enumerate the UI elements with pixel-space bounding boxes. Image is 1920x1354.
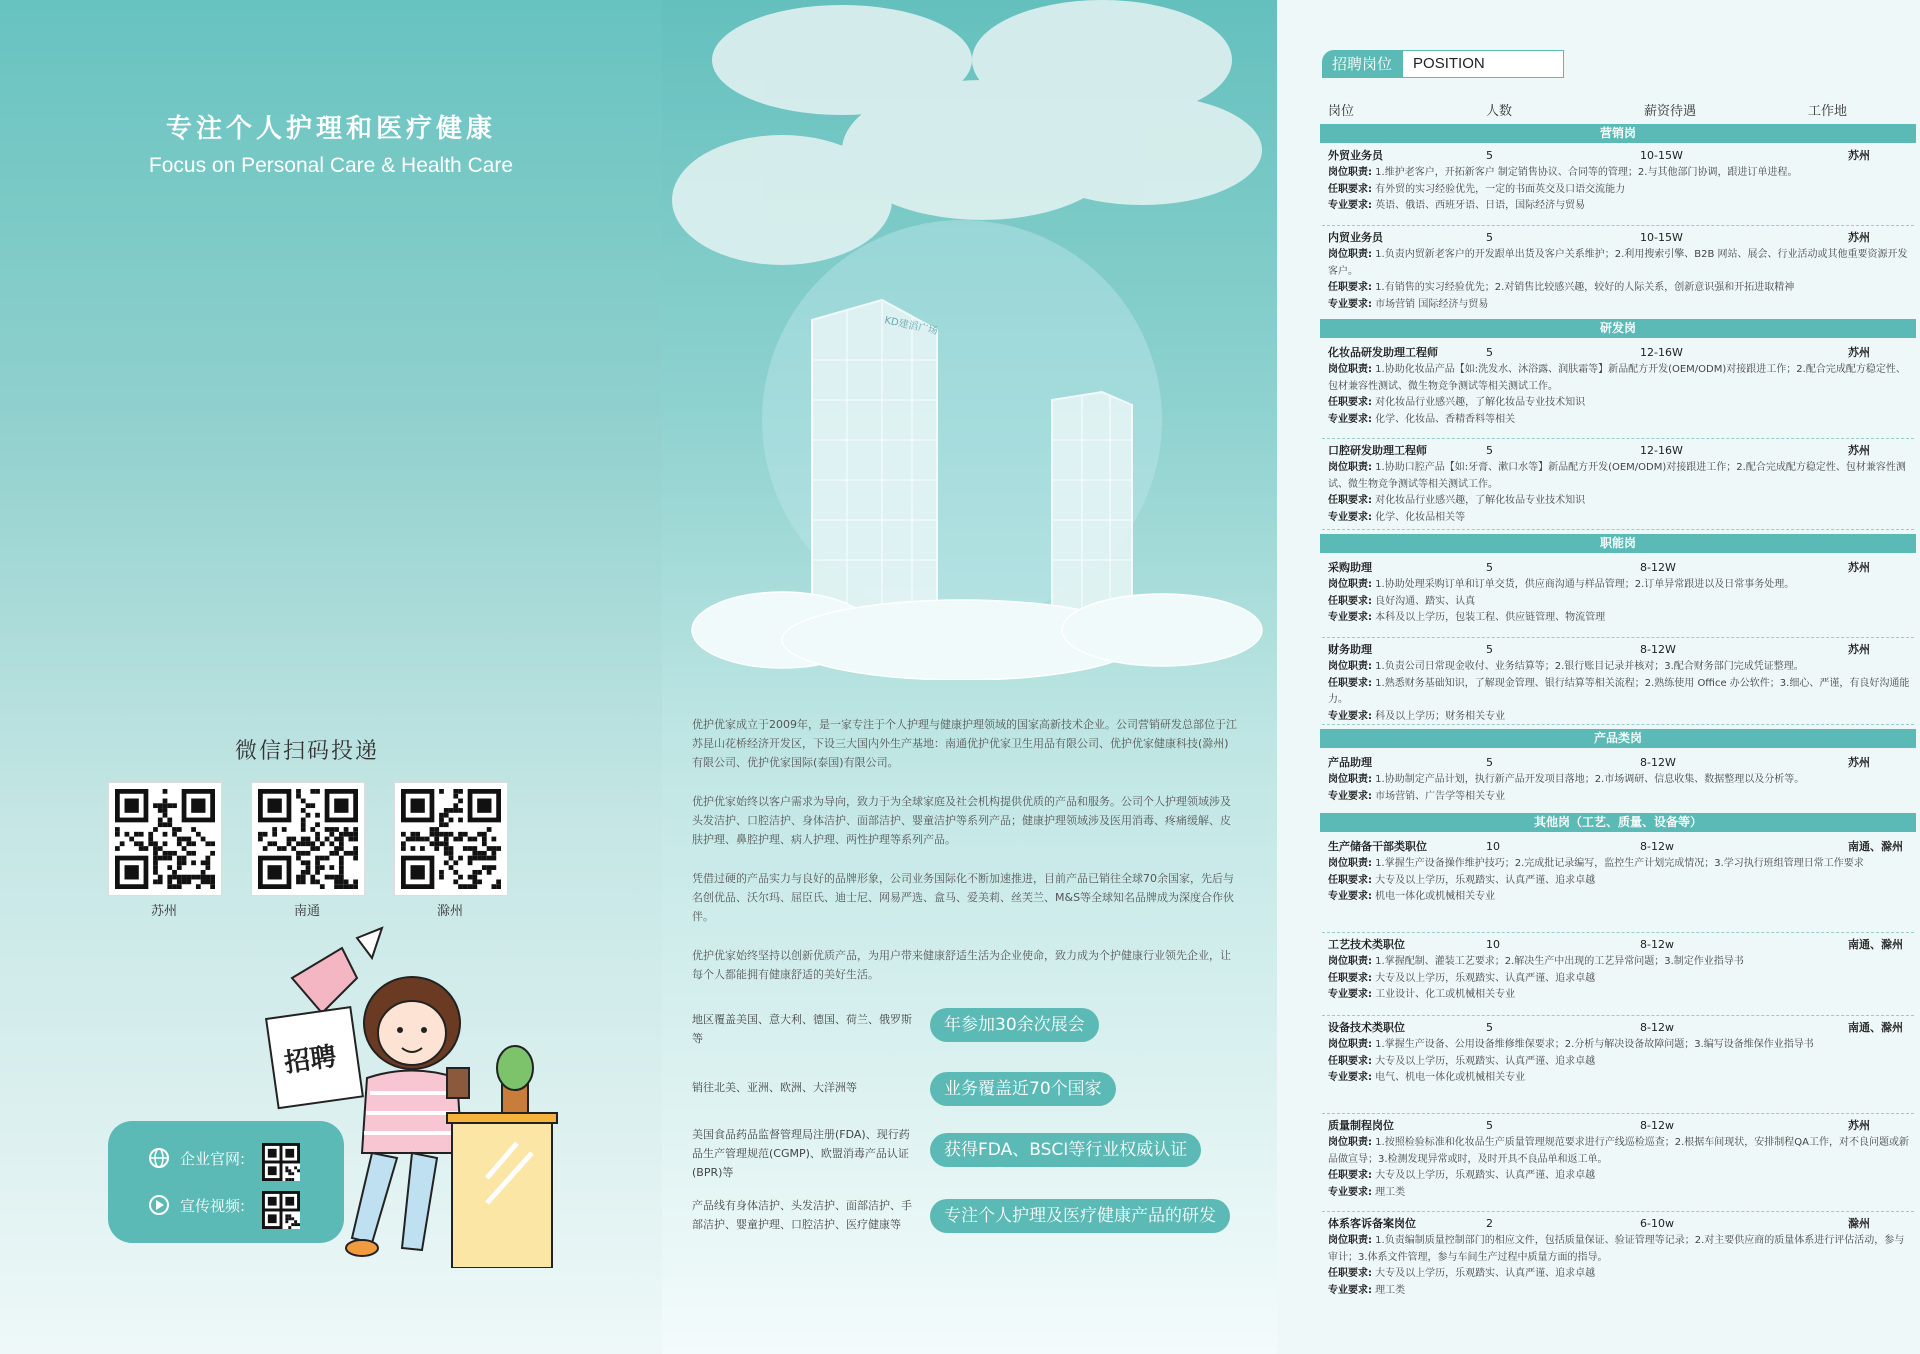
- job-salary: 6-10w: [1640, 1217, 1674, 1230]
- job-detail-text: 1.按照检验标准和化妆品生产质量管理规范要求进行产线巡检巡查；2.根据车间现状，安排制程QA工作，对不良问题或新品做宣导；3.检测发现异常或时，及时开具不良品单和返工单。: [1328, 1137, 1909, 1165]
- website-label: 企业官网:: [180, 1149, 246, 1168]
- job-detail-label: 专业要求:: [1328, 989, 1372, 1000]
- job-entry: [1328, 1020, 1914, 1087]
- job-detail-text: 电气、机电一体化或机械相关专业: [1372, 1072, 1526, 1083]
- job-detail-label: 任职要求:: [1328, 495, 1372, 506]
- links-card: [108, 1121, 344, 1243]
- job-count: 5: [1486, 643, 1493, 656]
- job-detail-text: 大专及以上学历，乐观踏实、认真严谨、追求卓越: [1372, 1055, 1596, 1067]
- job-detail-text: 有外贸的实习经验优先，一定的书面英交及口语交流能力: [1372, 183, 1626, 195]
- job-title: 采购助理: [1328, 561, 1372, 574]
- job-title: 设备技术类职位: [1328, 1021, 1405, 1034]
- category-header: 产品类岗: [1320, 729, 1916, 748]
- job-detail-line: [1328, 395, 1914, 412]
- feature-text-1: 地区覆盖美国、意大利、德国、荷兰、俄罗斯等: [692, 1013, 912, 1045]
- job-detail-line: [1328, 971, 1914, 988]
- job-detail-label: 专业要求:: [1328, 298, 1372, 310]
- job-location: 苏州: [1848, 444, 1870, 457]
- job-detail-label: 岗位职责:: [1328, 661, 1372, 672]
- job-location: 苏州: [1848, 149, 1870, 162]
- website-row: [148, 1147, 245, 1169]
- job-title: 工艺技术类职位: [1328, 938, 1405, 951]
- job-detail-label: 任职要求:: [1328, 1268, 1372, 1279]
- job-location: 苏州: [1848, 561, 1870, 574]
- job-detail-line: [1328, 493, 1914, 510]
- job-detail-line: [1328, 954, 1914, 971]
- job-detail-label: 专业要求:: [1328, 200, 1372, 211]
- job-detail-label: 专业要求:: [1328, 1072, 1372, 1083]
- job-detail-label: 专业要求:: [1328, 511, 1372, 523]
- feature-text-2: 销往北美、亚洲、欧洲、大洋洲等: [692, 1081, 857, 1094]
- job-divider: [1322, 225, 1914, 226]
- job-detail-line: [1328, 182, 1914, 199]
- category-header: 研发岗: [1320, 319, 1916, 338]
- position-tab-cn: 招聘岗位: [1322, 50, 1402, 78]
- qr-code-chuzhou[interactable]: [394, 782, 508, 896]
- job-count: 5: [1486, 231, 1493, 244]
- job-location: 苏州: [1848, 346, 1870, 359]
- job-count: 2: [1486, 1217, 1493, 1230]
- job-detail-line: [1328, 789, 1914, 806]
- qr-label-nantong: 南通: [293, 904, 320, 919]
- job-summary-row: [1328, 937, 1914, 954]
- job-detail-label: 岗位职责:: [1328, 1137, 1372, 1148]
- job-location: 滁州: [1848, 1217, 1870, 1230]
- job-detail-line: [1328, 280, 1914, 297]
- job-entry: [1328, 1216, 1914, 1299]
- job-detail-line: [1328, 297, 1914, 314]
- position-tab: [1322, 50, 1564, 78]
- job-detail-line: [1328, 247, 1914, 280]
- job-title: 质量制程岗位: [1328, 1119, 1394, 1132]
- feature-pill-3: 获得FDA、BSCI等行业权威认证: [930, 1133, 1201, 1167]
- job-detail-label: 任职要求:: [1328, 1055, 1372, 1067]
- job-detail-line: [1328, 1233, 1914, 1266]
- job-detail-text: 良好沟通、踏实、认真: [1372, 595, 1476, 607]
- job-detail-label: 岗位职责:: [1328, 774, 1372, 785]
- job-detail-text: 1.协助处理采购订单和订单交货，供应商沟通与样品管理；2.订单异常跟进以及日常事务处理。: [1372, 579, 1795, 590]
- job-title: 内贸业务员: [1328, 231, 1383, 244]
- job-divider: [1322, 932, 1914, 933]
- job-detail-line: [1328, 510, 1914, 527]
- job-entry: [1328, 755, 1914, 805]
- job-divider: [1322, 1113, 1914, 1114]
- intro-paragraph-1: 优护优家成立于2009年，是一家专注于个人护理与健康护理领域的国家高新技术企业。公司营销研发总部位于江苏昆山花桥经济开发区，下设三大国内外生产基地：南通优护优家卫生用品有限公司、优护优家健康科技(滁州)有限公司、优护优家国际(泰国)有限公司。: [692, 718, 1237, 769]
- job-detail-text: 大专及以上学历，乐观踏实、认真严谨、追求卓越: [1372, 874, 1596, 886]
- job-summary-row: [1328, 230, 1914, 247]
- job-detail-label: 岗位职责:: [1328, 1235, 1372, 1246]
- job-detail-line: [1328, 889, 1914, 906]
- job-detail-line: [1328, 676, 1914, 709]
- scan-title: 微信扫码投递: [234, 739, 379, 764]
- job-salary: 8-12w: [1640, 1021, 1674, 1034]
- job-salary: 8-12W: [1640, 561, 1676, 574]
- qr-code-icon: [401, 789, 501, 889]
- job-summary-row: [1328, 560, 1914, 577]
- qr-code-icon: [258, 789, 358, 889]
- position-tab-en: POSITION: [1402, 50, 1564, 78]
- job-title: 生产储备干部类职位: [1328, 840, 1427, 853]
- job-detail-line: [1328, 362, 1914, 395]
- job-detail-text: 工业设计、化工或机械相关专业: [1372, 989, 1516, 1000]
- right-panel: [1277, 0, 1920, 1354]
- job-count: 10: [1486, 840, 1500, 853]
- video-label: 宣传视频:: [180, 1196, 246, 1215]
- job-summary-row: [1328, 642, 1914, 659]
- website-qr-code[interactable]: [262, 1143, 300, 1181]
- job-detail-label: 岗位职责:: [1328, 364, 1372, 375]
- job-detail-line: [1328, 594, 1914, 611]
- job-detail-label: 专业要求:: [1328, 612, 1372, 623]
- job-detail-line: [1328, 610, 1914, 627]
- job-detail-text: 化学、化妆品相关等: [1372, 511, 1466, 523]
- video-qr-code[interactable]: [262, 1191, 300, 1229]
- job-salary: 8-12w: [1640, 1119, 1674, 1132]
- job-title: 产品助理: [1328, 756, 1372, 769]
- intro-paragraph-2: 优护优家始终以客户需求为导向，致力于为全球家庭及社会机构提供优质的产品和服务。公司个人护理领域涉及头发洁护、口腔洁护、身体洁护、面部洁护、婴童洁护等系列产品；健康护理领域涉及医用消毒、疼痛缓解、皮肤护理、鼻腔护理、病人护理、两性护理等系列产品。: [692, 795, 1231, 846]
- job-detail-text: 对化妆品行业感兴趣，了解化妆品专业技术知识: [1372, 397, 1586, 408]
- job-detail-line: [1328, 659, 1914, 676]
- job-summary-row: [1328, 755, 1914, 772]
- intro-paragraph-3: 凭借过硬的产品实力与良好的品牌形象，公司业务国际化不断加速推进，目前产品已销往全球70余国家，先后与名创优品、沃尔玛、屈臣氏、迪士尼、网易严选、盒马、爱美莉、丝芙兰、M&S等全球知名品牌成为深度合作伙伴。: [692, 872, 1235, 923]
- job-detail-label: 岗位职责:: [1328, 462, 1372, 473]
- qr-label-suzhou: 苏州: [150, 904, 177, 919]
- job-detail-label: 岗位职责:: [1328, 579, 1372, 590]
- job-detail-text: 1.掌握生产设备操作维护技巧；2.完成批记录编写，监控生产计划完成情况；3.学习执行班组管理日常工作要求: [1372, 858, 1864, 869]
- job-detail-line: [1328, 1070, 1914, 1087]
- left-panel: [0, 0, 662, 1354]
- job-detail-line: [1328, 1135, 1914, 1168]
- job-detail-text: 1.协助口腔产品【如:牙膏、漱口水等】新品配方开发(OEM/ODM)对接跟进工作；2.配合完成配方稳定性、包材兼容性测试、微生物竞争测试等相关测试工作。: [1328, 462, 1906, 490]
- job-detail-label: 任职要求:: [1328, 1170, 1372, 1181]
- job-location: 南通、滁州: [1848, 938, 1903, 951]
- job-detail-label: 专业要求:: [1328, 1284, 1372, 1296]
- job-detail-label: 专业要求:: [1328, 891, 1372, 902]
- job-summary-row: [1328, 1216, 1914, 1233]
- col-header-position: 岗位: [1328, 104, 1355, 119]
- job-title: 口腔研发助理工程师: [1328, 444, 1427, 457]
- job-detail-label: 任职要求:: [1328, 282, 1372, 293]
- feature-text-3: 美国食品药品监督管理局注册(FDA)、现行药品生产管理规范(CGMP)、欧盟消毒产品认证(BPR)等: [692, 1128, 910, 1179]
- job-count: 5: [1486, 444, 1493, 457]
- job-title: 财务助理: [1328, 643, 1372, 656]
- job-detail-text: 1.协助化妆品产品【如:洗发水、沐浴露、润肤霜等】新品配方开发(OEM/ODM)对接跟进工作；2.配合完成配方稳定性、包材兼容性测试、微生物竞争测试等相关测试工作。: [1328, 364, 1906, 392]
- job-detail-line: [1328, 198, 1914, 215]
- job-count: 5: [1486, 1119, 1493, 1132]
- job-detail-line: [1328, 1283, 1914, 1300]
- job-salary: 8-12W: [1640, 756, 1676, 769]
- job-detail-line: [1328, 856, 1914, 873]
- job-count: 10: [1486, 938, 1500, 951]
- job-detail-label: 任职要求:: [1328, 677, 1372, 689]
- job-detail-text: 市场营销、广告学等相关专业: [1372, 790, 1506, 802]
- job-detail-text: 本科及以上学历，包装工程、供应链管理、物流管理: [1372, 612, 1606, 623]
- qr-code-suzhou[interactable]: [108, 782, 222, 896]
- job-detail-text: 1.掌握生产设备、公用设备维修维保要求；2.分析与解决设备故障问题；3.编写设备维保作业指导书: [1372, 1039, 1814, 1050]
- job-location: 苏州: [1848, 643, 1870, 656]
- job-detail-text: 1.负责内贸新老客户的开发跟单出货及客户关系维护；2.利用搜索引擎、B2B 网站、展会、行业活动或其他重要资源开发客户。: [1328, 249, 1908, 277]
- job-detail-label: 岗位职责:: [1328, 1039, 1372, 1050]
- job-detail-line: [1328, 873, 1914, 890]
- job-detail-line: [1328, 165, 1914, 182]
- qr-code-icon: [115, 789, 215, 889]
- qr-code-nantong[interactable]: [251, 782, 365, 896]
- job-detail-text: 1.掌握配制、灌装工艺要求；2.解决生产中出现的工艺异常问题；3.制定作业指导书: [1372, 956, 1744, 967]
- feature-text-4: 产品线有身体洁护、头发洁护、面部洁护、手部洁护、婴童护理、口腔洁护、医疗健康等: [692, 1199, 912, 1231]
- category-header: 职能岗: [1320, 534, 1916, 553]
- job-salary: 8-12W: [1640, 643, 1676, 656]
- job-entry: [1328, 937, 1914, 1004]
- job-detail-text: 1.熟悉财务基础知识，了解现金管理、银行结算等相关流程；2.熟练使用 Office 办公软件；3.细心、严谨，有良好沟通能力。: [1328, 677, 1910, 705]
- job-entry: [1328, 560, 1914, 627]
- job-salary: 12-16W: [1640, 346, 1683, 359]
- job-detail-label: 任职要求:: [1328, 183, 1372, 195]
- job-title: 外贸业务员: [1328, 149, 1383, 162]
- job-detail-label: 专业要求:: [1328, 1186, 1372, 1198]
- job-detail-label: 专业要求:: [1328, 710, 1372, 722]
- poster-sign-text: 招聘: [282, 1041, 339, 1079]
- job-divider: [1322, 1015, 1914, 1016]
- job-detail-text: 1.负责编制质量控制部门的相应文件，包括质量保证、验证管理等记录；2.对主要供应商的质量体系进行评估活动，参与审计；3.体系文件管理，参与车间生产过程中质量方面的指导。: [1328, 1235, 1905, 1263]
- job-detail-text: 1.协助制定产品计划，执行新产品开发项目落地；2.市场调研、信息收集、数据整理以及分析等。: [1372, 774, 1805, 785]
- job-detail-text: 科及以上学历；财务相关专业: [1372, 710, 1506, 722]
- job-count: 5: [1486, 756, 1493, 769]
- job-entry: [1328, 839, 1914, 906]
- job-detail-line: [1328, 1185, 1914, 1202]
- building-illustration: [662, 0, 1277, 680]
- slogan-en: Focus on Personal Care & Health Care: [148, 154, 514, 177]
- job-location: 南通、滁州: [1848, 1021, 1903, 1034]
- job-count: 5: [1486, 346, 1493, 359]
- job-location: 苏州: [1848, 756, 1870, 769]
- job-detail-text: 1.负责公司日常现金收付、业务结算等；2.银行账目记录并核对；3.配合财务部门完成凭证整理。: [1372, 661, 1804, 672]
- job-detail-label: 岗位职责:: [1328, 249, 1372, 260]
- job-entry: [1328, 230, 1914, 313]
- job-detail-text: 理工类: [1372, 1284, 1406, 1296]
- job-detail-text: 英语、俄语、西班牙语、日语，国际经济与贸易: [1372, 200, 1586, 211]
- qr-code-icon: [262, 1143, 300, 1181]
- job-detail-label: 任职要求:: [1328, 874, 1372, 886]
- job-detail-text: 机电一体化或机械相关专业: [1372, 891, 1496, 902]
- job-summary-row: [1328, 1118, 1914, 1135]
- globe-icon: [148, 1147, 170, 1169]
- job-detail-label: 岗位职责:: [1328, 858, 1372, 869]
- job-entry: [1328, 148, 1914, 215]
- job-detail-text: 化学、化妆品、香精香料等相关: [1372, 413, 1516, 425]
- job-detail-label: 任职要求:: [1328, 595, 1372, 607]
- job-divider: [1322, 724, 1914, 725]
- job-detail-line: [1328, 709, 1914, 726]
- job-summary-row: [1328, 148, 1914, 165]
- job-entry: [1328, 642, 1914, 725]
- col-header-location: 工作地: [1808, 104, 1848, 119]
- job-divider: [1322, 637, 1914, 638]
- category-header: 其他岗（工艺、质量、设备等）: [1320, 813, 1916, 832]
- job-summary-row: [1328, 839, 1914, 856]
- job-salary: 8-12w: [1640, 938, 1674, 951]
- job-detail-line: [1328, 1168, 1914, 1185]
- job-detail-line: [1328, 1037, 1914, 1054]
- job-location: 南通、滁州: [1848, 840, 1903, 853]
- job-detail-line: [1328, 987, 1914, 1004]
- job-divider: [1322, 1211, 1914, 1212]
- feature-pill-4: 专注个人护理及医疗健康产品的研发: [930, 1199, 1230, 1233]
- video-row: [148, 1194, 245, 1216]
- job-count: 5: [1486, 1021, 1493, 1034]
- job-salary: 8-12w: [1640, 840, 1674, 853]
- job-detail-text: 大专及以上学历，乐观踏实、认真严谨、追求卓越: [1372, 972, 1596, 984]
- job-detail-label: 专业要求:: [1328, 413, 1372, 425]
- job-detail-line: [1328, 412, 1914, 429]
- job-salary: 10-15W: [1640, 149, 1683, 162]
- job-title: 体系客诉备案岗位: [1328, 1217, 1416, 1230]
- job-detail-line: [1328, 577, 1914, 594]
- job-detail-text: 大专及以上学历，乐观踏实、认真严谨、追求卓越: [1372, 1170, 1596, 1181]
- job-detail-label: 岗位职责:: [1328, 167, 1372, 178]
- video-icon: [148, 1194, 170, 1216]
- job-count: 5: [1486, 149, 1493, 162]
- job-detail-line: [1328, 460, 1914, 493]
- col-header-count: 人数: [1486, 104, 1513, 119]
- job-detail-text: 1.维护老客户，开拓新客户 制定销售协议、合同等的管理；2.与其他部门协调，跟进订单进程。: [1372, 167, 1798, 178]
- job-entry: [1328, 443, 1914, 526]
- job-salary: 10-15W: [1640, 231, 1683, 244]
- job-detail-label: 岗位职责:: [1328, 956, 1372, 967]
- job-detail-label: 任职要求:: [1328, 397, 1372, 408]
- middle-panel: [662, 0, 1277, 1354]
- job-summary-row: [1328, 443, 1914, 460]
- building-sign: KD建滔广场: [883, 315, 939, 338]
- job-detail-label: 专业要求:: [1328, 790, 1372, 802]
- job-location: 苏州: [1848, 1119, 1870, 1132]
- feature-pill-1: 年参加30余次展会: [930, 1008, 1099, 1042]
- job-count: 5: [1486, 561, 1493, 574]
- job-detail-line: [1328, 772, 1914, 789]
- job-detail-line: [1328, 1054, 1914, 1071]
- category-header: 营销岗: [1320, 124, 1916, 143]
- job-detail-text: 对化妆品行业感兴趣，了解化妆品专业技术知识: [1372, 495, 1586, 506]
- job-detail-text: 市场营销 国际经济与贸易: [1372, 298, 1489, 310]
- job-title: 化妆品研发助理工程师: [1328, 346, 1438, 359]
- job-divider: [1322, 529, 1914, 530]
- job-salary: 12-16W: [1640, 444, 1683, 457]
- job-detail-label: 任职要求:: [1328, 972, 1372, 984]
- job-detail-line: [1328, 1266, 1914, 1283]
- job-detail-text: 1.有销售的实习经验优先；2.对销售比较感兴趣，较好的人际关系，创新意识强和开拓进取精神: [1372, 282, 1795, 293]
- feature-pill-2: 业务覆盖近70个国家: [930, 1072, 1116, 1106]
- job-summary-row: [1328, 345, 1914, 362]
- job-detail-text: 大专及以上学历，乐观踏实、认真严谨、追求卓越: [1372, 1268, 1596, 1279]
- job-entry: [1328, 1118, 1914, 1201]
- job-location: 苏州: [1848, 231, 1870, 244]
- slogan-cn: 专注个人护理和医疗健康: [165, 114, 496, 144]
- job-summary-row: [1328, 1020, 1914, 1037]
- intro-paragraph-4: 优护优家始终坚持以创新优质产品，为用户带来健康舒适生活为企业使命，致力成为个护健康行业领先企业，让每个人都能拥有健康舒适的美好生活。: [692, 949, 1231, 981]
- qr-code-icon: [262, 1191, 300, 1229]
- job-divider: [1322, 438, 1914, 439]
- job-entry: [1328, 345, 1914, 428]
- col-header-salary: 薪资待遇: [1644, 104, 1697, 119]
- qr-label-chuzhou: 滁州: [436, 904, 463, 919]
- job-detail-text: 理工类: [1372, 1186, 1406, 1198]
